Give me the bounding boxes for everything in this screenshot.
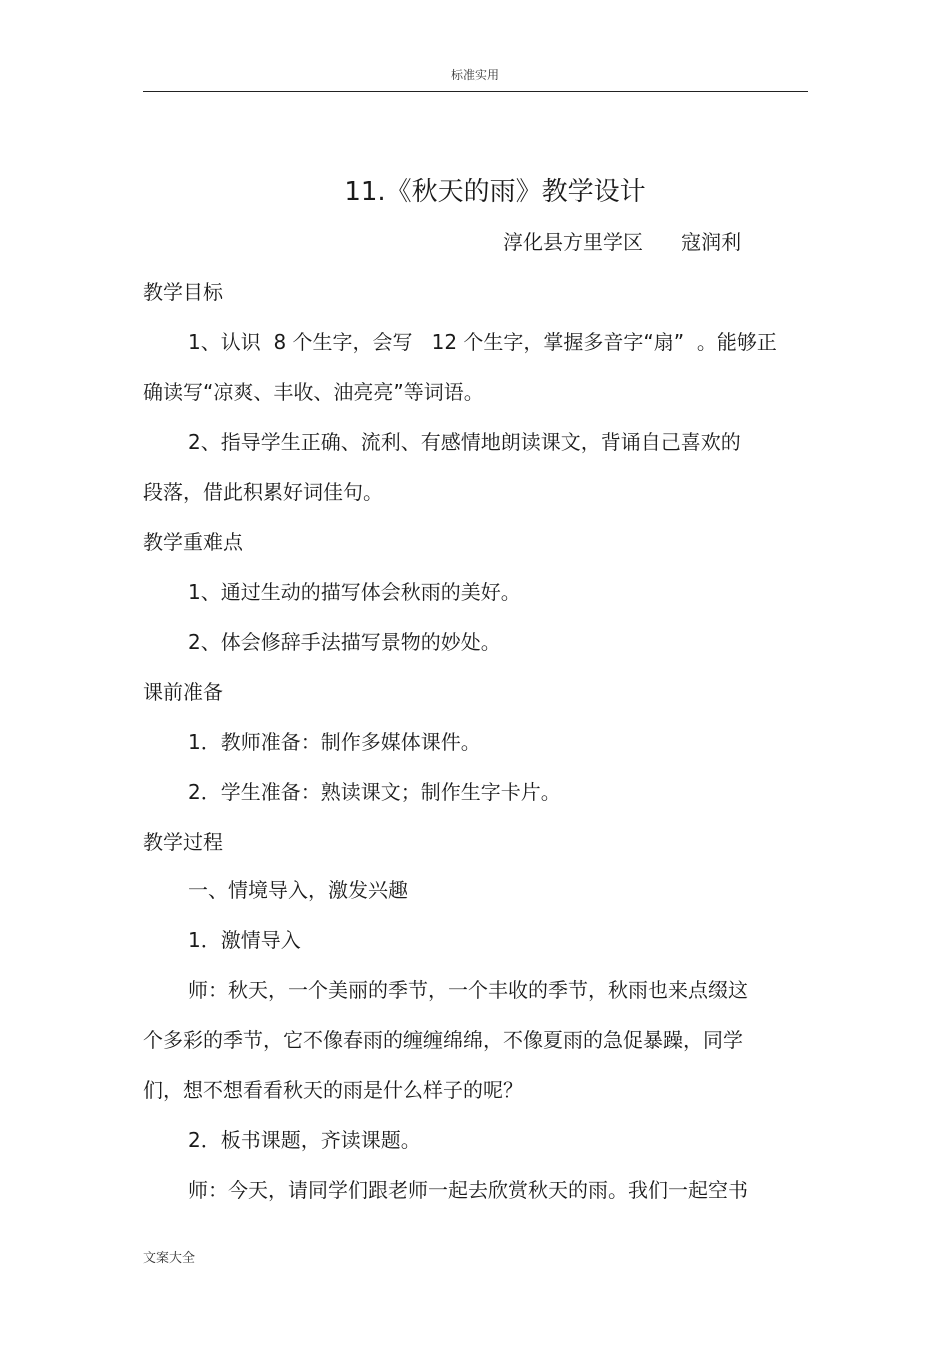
paragraph-line: 一、情境导入，激发兴趣 [188,878,408,902]
section-heading: 课前准备 [143,680,223,704]
paragraph-line: 师：今天，请同学们跟老师一起去欣赏秋天的雨。我们一起空书 [188,1178,748,1202]
section-heading: 教学目标 [143,280,223,304]
paragraph-line: 1．教师准备：制作多媒体课件。 [188,730,481,754]
author-line: 淳化县方里学区 寇润利 [503,230,742,254]
paragraph-line: 2、指导学生正确、流利、有感情地朗读课文，背诵自己喜欢的 [188,430,741,454]
paragraph-line: 段落，借此积累好词佳句。 [143,480,383,504]
paragraph-line: 2、体会修辞手法描写景物的妙处。 [188,630,501,654]
paragraph-line: 1、通过生动的描写体会秋雨的美好。 [188,580,521,604]
page-header: 标准实用 [450,68,499,82]
paragraph-line: 师：秋天，一个美丽的季节，一个丰收的季节，秋雨也来点缀这 [188,978,748,1002]
page-footer: 文案大全 [143,1251,196,1266]
paragraph-line: 1．激情导入 [188,928,301,952]
paragraph-line: 确读写“凉爽、丰收、油亮亮”等词语。 [143,380,484,404]
paragraph-line: 2．板书课题，齐读课题。 [188,1128,421,1152]
paragraph-line: 1、认识 8 个生字，会写 12 个生字，掌握多音字“扇” 。能够正 [188,330,777,354]
paragraph-line: 个多彩的季节，它不像春雨的缠缠绵绵，不像夏雨的急促暴躁，同学 [143,1028,743,1052]
header-divider [143,91,808,92]
paragraph-line: 们，想不想看看秋天的雨是什么样子的呢？ [143,1078,523,1102]
section-heading: 教学重难点 [143,530,243,554]
section-heading: 教学过程 [143,830,223,854]
document-title: 11.《秋天的雨》教学设计 [344,177,646,207]
paragraph-line: 2．学生准备：熟读课文；制作生字卡片。 [188,780,561,804]
